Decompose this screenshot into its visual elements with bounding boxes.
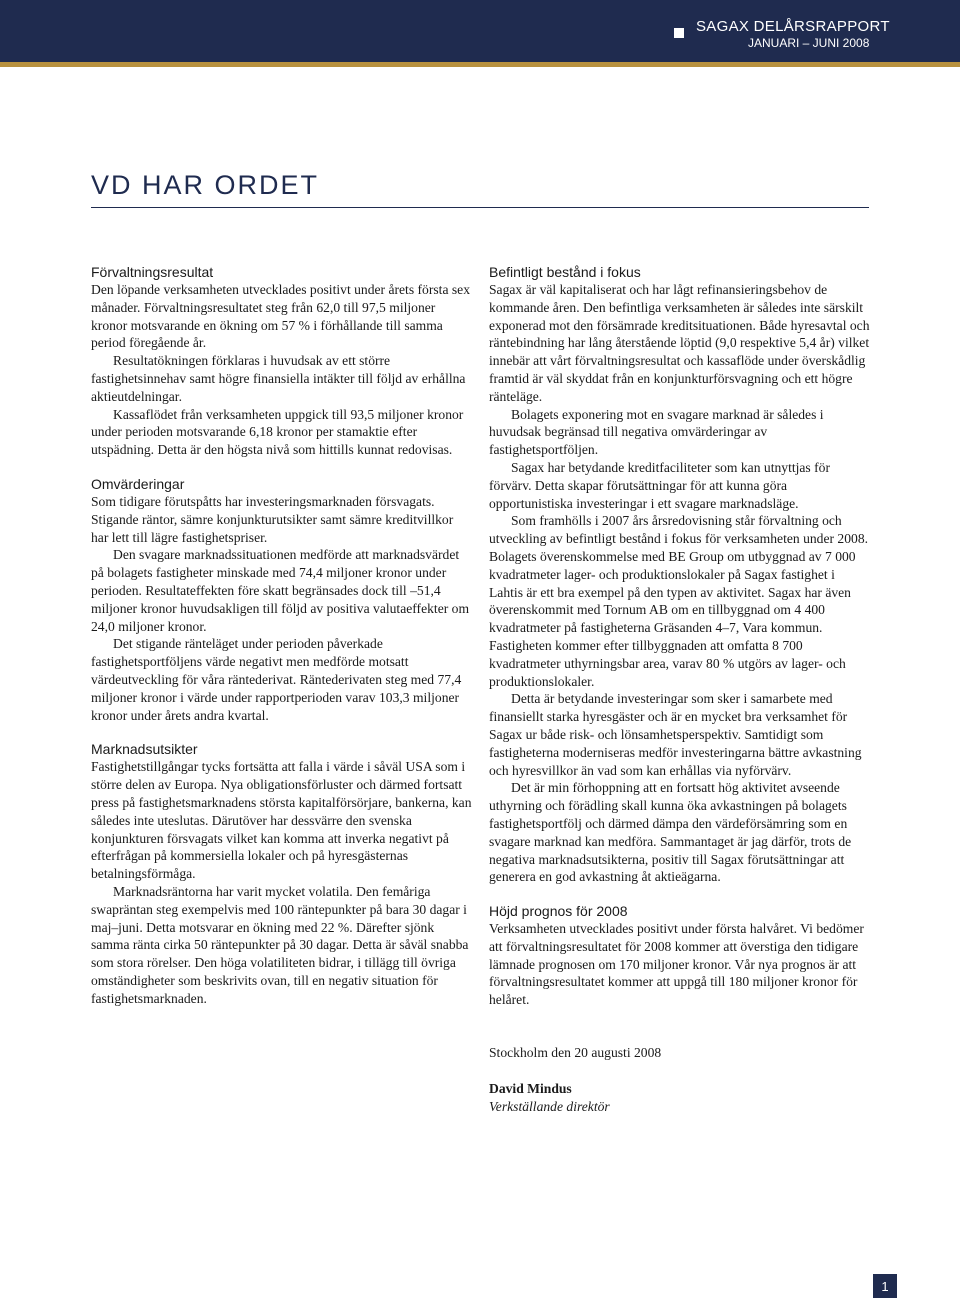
- page-number: 1: [873, 1274, 897, 1298]
- section-heading-omvarderingar: Omvärderingar: [91, 475, 185, 492]
- paragraph: Resultatökningen förklaras i huvudsak av ett större fastighetsinnehav samt högre finansiella intäkter till följd av erhållna aktieutdelningar.: [91, 353, 466, 404]
- signatory-role: Verkställande direktör: [489, 1098, 610, 1114]
- closing-signature: [489, 1044, 869, 1115]
- left-column: [91, 263, 473, 1007]
- right-column: [489, 263, 871, 1009]
- paragraph: Som framhölls i 2007 års årsredovisning står förvaltning och utveckling av befintligt bestånd i fokus för verksamheten under 2008. Bolagets överenskommelse med BE Group om utbyggnad av 7 000 kvadratmeter lager- och produktionslokaler på Sagax fastighet i Lahtis är ett bra exempel på den typen av aktivitet. Sagax har även överenskommit med Tornum AB om en tillbyggnad om 4 400 kvadratmeter på fastigheterna Gräsanden 4–7, Vara kommun. Fastigheten kommer efter tillbyggnaden att omfatta 8 700 kvadratmeter uthyrningsbar area, varav 80 % utgörs av lager- och produktionslokaler.: [489, 513, 869, 689]
- paragraph: Det är min förhoppning att en fortsatt hög aktivitet avseende uthyrning och förädling skall kunna öka avkastningen på bolagets fastighetsportfölj och därmed dämpa den värdeförsämring som en svagare marknad kan medföra. Sammantaget är jag därför, trots de negativa marknadsutsikterna, positiv till Sagax förutsättningar att generera en god avkastning åt aktieägarna.: [489, 780, 852, 885]
- paragraph: Fastighetstillgångar tycks fortsätta att falla i värde i såväl USA som i större delen av Europa. Nya obligationsförluster och därmed fortsatt press på fastighetsmarknadens största kapitalförsörjare, bankerna, kan således inte uteslutas. Därutöver har dessvärre den svenska konjunkturen försvagats vilket kan komma att inverka negativt på efterfrågan på kommersiella lokaler och på hyresgästernas betalningsförmåga.: [91, 759, 472, 882]
- section-heading-befintligt-bestand: Befintligt bestånd i fokus: [489, 264, 641, 280]
- paragraph: Detta är betydande investeringar som sker i samarbete med finansiellt starka hyresgäster och är en mycket bra verksamhet för Sagax ur både risk- och lönsamhetsperspektiv. Samtidigt som fastigheterna moderniseras medför investeringarna bättre avkastning och hyresvillkor än vad som kan erhållas via nyförvärv.: [489, 691, 862, 778]
- header-accent-line: [0, 62, 960, 67]
- paragraph: Marknadsräntorna har varit mycket volatila. Den femåriga swapräntan steg exempelvis med 100 räntepunkter på bara 30 dagar i maj–juni. Detta motsvarar en ökning med 22 %. Därefter sjönk samma ränta cirka 50 räntepunkter på 30 dagar. Detta är såväl snabba som stora rörelser. Den höga volatiliteten bidrar, i tillägg till övriga omständigheter som beskrivits ovan, till en negativ situation för fastighetsmarknaden.: [91, 883, 469, 1006]
- signatory-name: David Mindus: [489, 1080, 572, 1096]
- report-period: JANUARI – JUNI 2008: [748, 36, 870, 50]
- paragraph: Som tidigare förutspåtts har investeringsmarknaden försvagats. Stigande räntor, sämre konjunkturutsikter samt sämre kreditvillkor har lett till lägre fastighetspriser.: [91, 493, 454, 545]
- section-heading-marknadsutsikter: Marknadsutsikter: [91, 741, 198, 758]
- title-divider: [91, 207, 869, 208]
- paragraph: Verksamheten utvecklades positivt under första halvåret. Vi bedömer att förvaltningsresultatet för 2008 kommer att överstiga den tidigare lämnade prognosen om 170 miljoner kronor. Vår nya prognos är att förvaltningsresultatet kommer att uppgå till 180 miljoner kronor för helåret.: [489, 921, 864, 1008]
- paragraph: Sagax är väl kapitaliserat och har lågt refinansieringsbehov de kommande åren. Den befintliga verksamheten är således inte särskilt exponerad mot den försämrade kreditsituationen. Både hyresavtal och räntebindning har lång återstående löptid (9,0 respektive 5,4 år) vilket innebär att vårt förvaltningsresultat och kassaflöde under överskådlig framtid är väl skyddat från en konjunkturförsvagning och ett högre ränteläge.: [489, 282, 870, 404]
- paragraph: Den svagare marknadssituationen medförde att marknadsvärdet på bolagets fastigheter minskade med 74,4 miljoner kronor under perioden. Resultateffekten före skatt begränsades dock till –51,4 miljoner kronor huvudsakligen till följd av positiva valutaeffekter om 24,0 miljoner kronor.: [91, 547, 470, 634]
- page-title: VD HAR ORDET: [91, 170, 320, 200]
- section-heading-forvaltningsresultat: Förvaltningsresultat: [91, 264, 214, 280]
- paragraph: Bolagets exponering mot en svagare marknad är således i huvudsak begränsad till negativa omvärderingar av fastighetsportföljen.: [489, 406, 824, 458]
- section-heading-hojd-prognos: Höjd prognos för 2008: [489, 903, 628, 920]
- place-date: Stockholm den 20 augusti 2008: [489, 1045, 662, 1060]
- paragraph: Kassaflödet från verksamheten uppgick till 93,5 miljoner kronor under perioden motsvarande 6,18 kronor per stamaktie efter utspädning. Detta är den högsta nivå som hittills kunnat redovisas.: [91, 406, 464, 458]
- paragraph: Sagax har betydande kreditfaciliteter som kan utnyttjas för förvärv. Detta skapar förutsättningar för att kunna göra opportunistiska investeringar i ett svagare marknadsläge.: [489, 459, 830, 511]
- paragraph: Det stigande ränteläget under perioden påverkade fastighetsportföljens värde negativt men medförde motsatt värdeutveckling för våra räntederivat. Räntederivaten steg med 77,4 miljoner kronor i värde under rapportperioden varav 103,3 miljoner kronor under årets andra kvartal.: [91, 636, 462, 723]
- square-bullet-icon: [674, 28, 684, 38]
- report-title: SAGAX DELÅRSRAPPORT: [696, 18, 890, 35]
- paragraph: Den löpande verksamheten utvecklades positivt under årets första sex månader. Förvaltningsresultatet steg från 62,0 till 97,5 miljoner kronor motsvarande en ökning om 57 % i förhållande till samma period föregående år.: [91, 282, 470, 351]
